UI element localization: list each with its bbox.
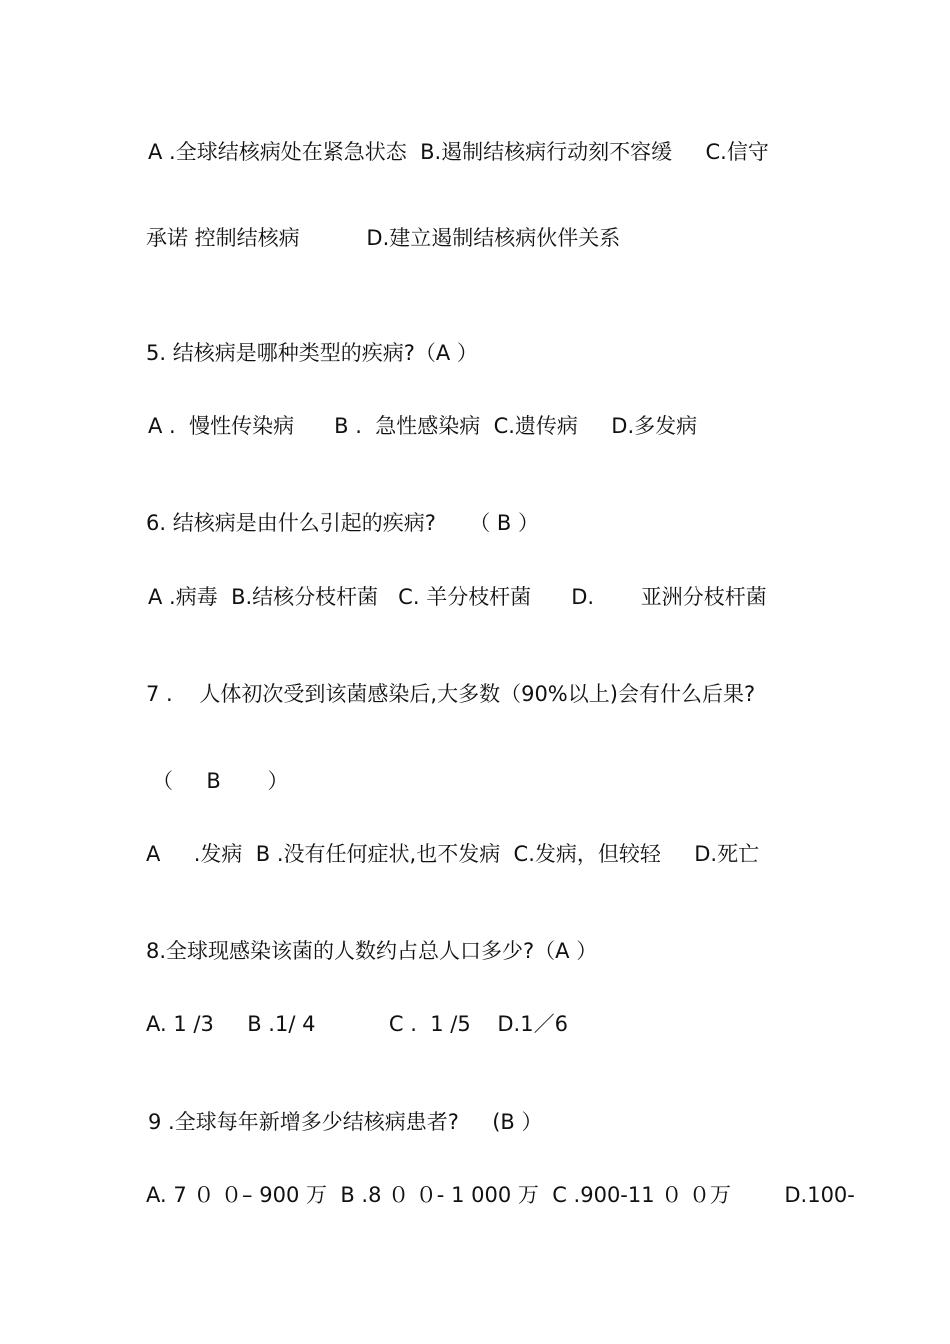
- q5-options: A . 慢性传染病 B . 急性感染病 C.遗传病 D.多发病: [148, 414, 698, 438]
- q4-options-line2: 承诺 控制结核病 D.建立遏制结核病伙伴关系: [146, 226, 621, 250]
- q6-options: A .病毒 B.结核分枝杆菌 C. 羊分枝杆菌 D. 亚洲分枝杆菌: [148, 585, 767, 609]
- q8-options: A. 1 /3 B .1/ 4 C . 1 /5 D.1／6: [146, 1012, 568, 1036]
- q7-options: A .发病 B .没有任何症状,也不发病 C.发病，但较轻 D.死亡: [146, 842, 760, 866]
- q6-question: 6. 结核病是由什么引起的疾病? （ B ）: [146, 511, 539, 535]
- q7-question: 7 . 人体初次受到该菌感染后,大多数（90%以上)会有什么后果?: [146, 682, 756, 706]
- q7-answer: （ B ）: [152, 769, 289, 793]
- q4-options-line1: A .全球结核病处在紧急状态 B.遏制结核病行动刻不容缓 C.信守: [148, 140, 769, 164]
- q9-options: A. 7 ０ ０– 900 万 B .8 ０ ０- 1 000 万 C .900-11 ０ ０万 D.100-: [146, 1183, 855, 1207]
- q9-question: 9 .全球每年新增多少结核病患者? (B ）: [148, 1110, 543, 1134]
- q8-question: 8.全球现感染该菌的人数约占总人口多少?（A ）: [146, 939, 598, 963]
- q5-question: 5. 结核病是哪种类型的疾病?（A ）: [146, 341, 478, 365]
